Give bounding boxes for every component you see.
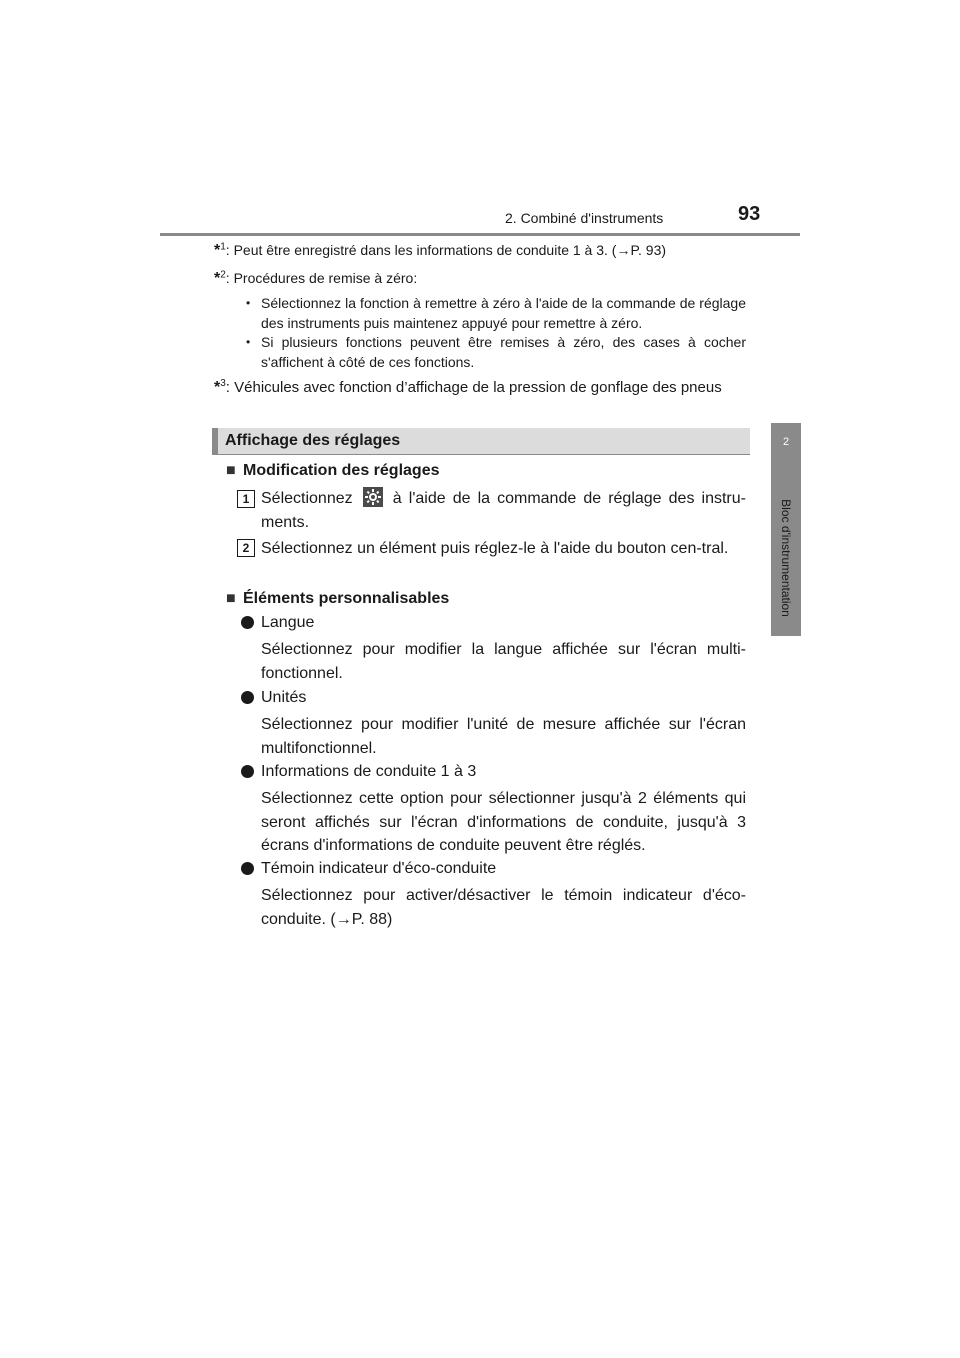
footnote-number: 3: [220, 378, 226, 389]
footnote-text: : Véhicules avec fonction d’affichage de la pression de gonflage des pneus: [225, 379, 722, 396]
footnote-2-bullet-2: Si plusieurs fonctions peuvent être remises à zéro, des cases à cocher s'affichent à côté de ces fonctions.: [261, 334, 746, 370]
section-heading-underline: [212, 454, 750, 455]
bullet-dot: [241, 616, 254, 629]
chapter-tab-label: Bloc d'instrumentation: [779, 499, 793, 617]
item-langue-title: Langue: [261, 614, 315, 631]
item-unites-desc: Sélectionnez pour modifier l'unité de mesure affichée sur l'écran multifonctionnel.: [261, 716, 746, 757]
subheading-customizable: Éléments personnalisables: [243, 590, 450, 607]
section-title: Affichage des réglages: [225, 432, 401, 449]
footnote-text: : Peut être enregistré dans les informations de conduite 1 à 3. (→P. 93): [225, 242, 667, 258]
gear-icon: [363, 487, 383, 507]
chapter-tab-number: 2: [782, 436, 790, 448]
item-langue-desc: Sélectionnez pour modifier la langue affichée sur l'écran multi-fonctionnel.: [261, 641, 746, 682]
step-1-text-after: à l'aide de la commande de réglage des instru-ments.: [261, 490, 746, 531]
step-1-badge: 1: [237, 490, 255, 508]
square-bullet: ■: [226, 590, 236, 607]
section-heading-accent: [212, 428, 218, 454]
footnote-mark: *: [214, 242, 221, 259]
step-2-text: Sélectionnez un élément puis réglez-le à l'aide du bouton cen-tral.: [261, 540, 729, 557]
footnote-number: 2: [220, 269, 226, 281]
square-bullet: ■: [226, 462, 236, 479]
bullet-dot: •: [246, 296, 251, 310]
item-eco-desc: Sélectionnez pour activer/désactiver le témoin indicateur d'éco-conduite. (→P. 88): [261, 887, 746, 928]
step-1-text-before: Sélectionnez: [261, 490, 353, 507]
footnote-1: [214, 240, 754, 261]
footnote-mark: *: [214, 270, 221, 287]
step-1-text: [261, 487, 746, 534]
footnote-3: [214, 377, 746, 398]
item-info-title: Informations de conduite 1 à 3: [261, 763, 477, 780]
bullet-dot: [241, 691, 254, 704]
footnote-text: : Procédures de remise à zéro:: [225, 270, 418, 286]
bullet-dot: •: [246, 335, 251, 349]
step-2-badge: 2: [237, 539, 255, 557]
footnote-number: 1: [220, 241, 226, 253]
bullet-dot: [241, 862, 254, 875]
footnote-2: [214, 268, 754, 289]
running-header-section: 2. Combiné d'instruments: [505, 210, 664, 226]
item-eco-title: Témoin indicateur d'éco-conduite: [261, 860, 497, 877]
chapter-tab: [771, 423, 801, 481]
page-number: 93: [738, 203, 761, 225]
footnote-2-bullet-1: Sélectionnez la fonction à remettre à zéro à l'aide de la commande de réglage des instruments puis maintenez appuyé pour remettre à zéro.: [261, 295, 746, 331]
item-info-desc: Sélectionnez cette option pour sélectionner jusqu'à 2 éléments qui seront affichés sur l'écran d'informations de conduite, jusqu'à 3 écrans d'informations de conduite peuvent être réglés.: [261, 790, 746, 854]
subheading-modification: Modification des réglages: [243, 462, 440, 479]
item-unites-title: Unités: [261, 689, 307, 706]
bullet-dot: [241, 765, 254, 778]
header-rule: [160, 233, 800, 236]
footnote-mark: *: [214, 379, 221, 396]
